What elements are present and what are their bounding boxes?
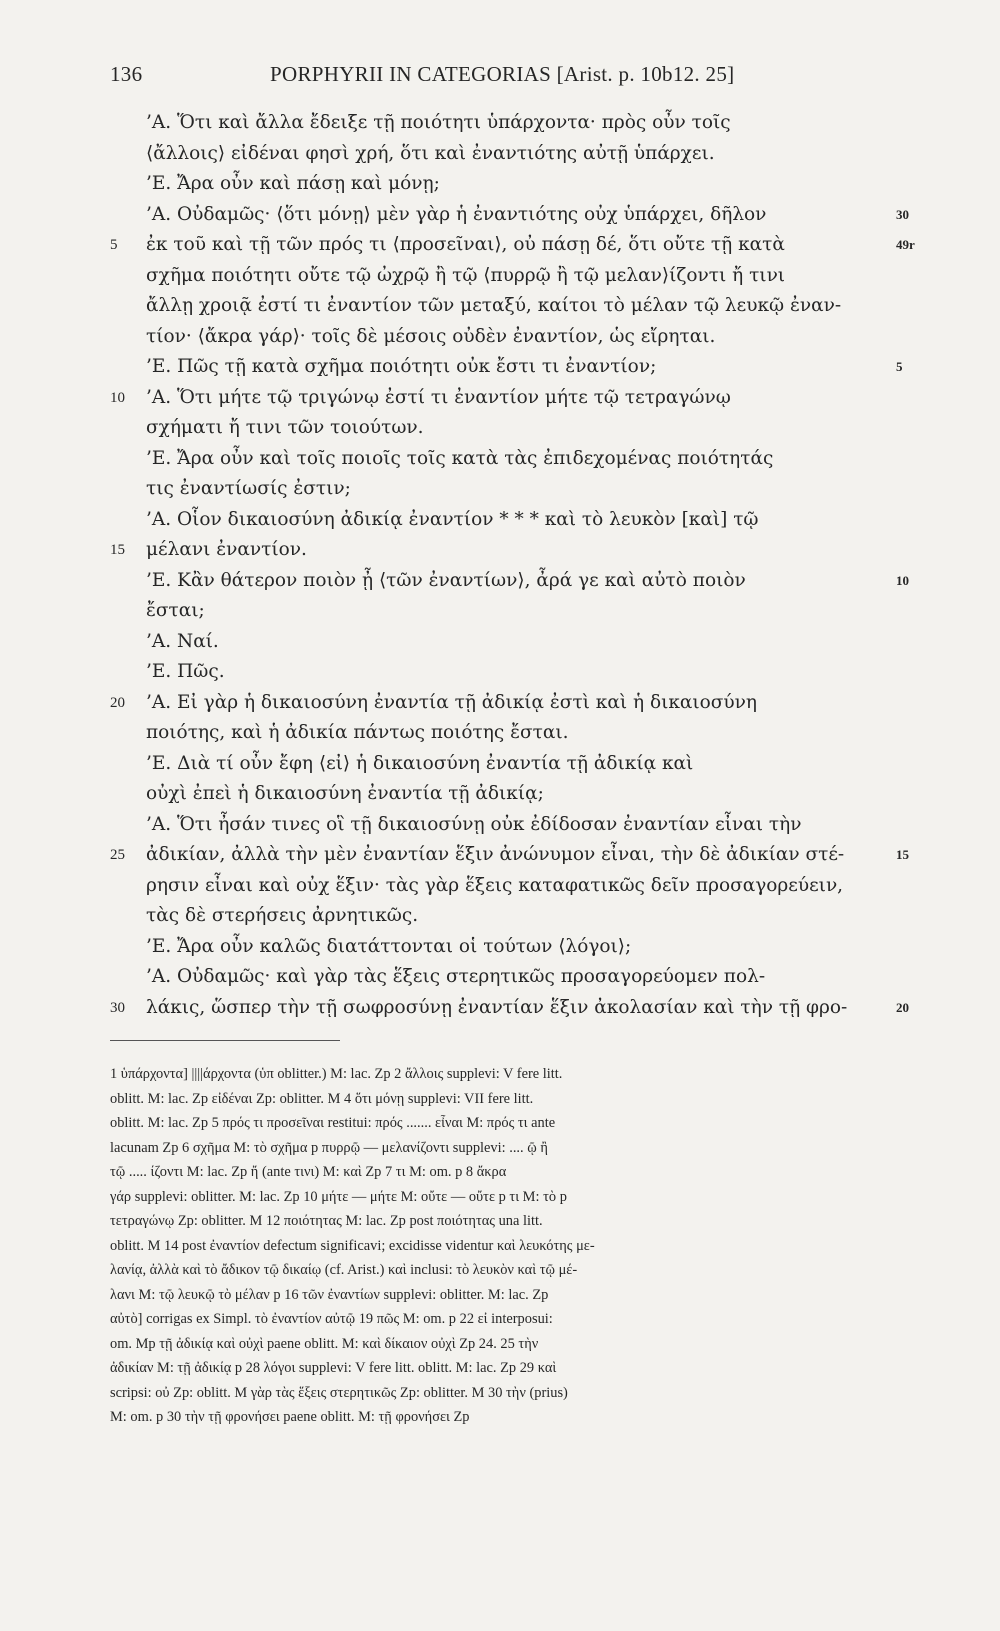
footnote-line: τῷ ..... ίζοντι M: lac. Zp ἤ (ante τινι) M: καὶ Zp 7 τι M: om. p 8 ἄκρα	[110, 1164, 507, 1180]
line-text: τις ἐναντίωσίς ἐστιν;	[146, 478, 351, 499]
margin-reference: 10	[896, 572, 909, 588]
line-text: ἀδικίαν, ἀλλὰ τὴν μὲν ἐναντίαν ἕξιν ἀνώνυμον εἶναι, τὴν δὲ ἀδικίαν στέ-	[146, 844, 845, 865]
footnote-rule	[110, 1040, 340, 1041]
line-text: λάκις, ὥσπερ τὴν τῇ σωφροσύνῃ ἐναντίαν ἕξιν ἀκολασίαν καὶ τὴν τῇ φρο-	[146, 996, 848, 1018]
line-number: 20	[110, 694, 125, 711]
line-number: 25	[110, 847, 125, 863]
running-title: PORPHYRII IN CATEGORIAS [Arist. p. 10b12. 25]	[270, 62, 735, 86]
margin-reference: 30	[896, 206, 909, 222]
line-text: ’Α. Ὅτι μήτε τῷ τριγώνῳ ἐστί τι ἐναντίον μήτε τῷ τετραγώνῳ	[146, 386, 731, 408]
line-text: ’Α. Ναί.	[146, 630, 219, 652]
line-text: οὐχὶ ἐπεὶ ἡ δικαιοσύνη ἐναντία τῇ ἀδικίᾳ;	[146, 783, 544, 804]
line-text: ’Α. Οὐδαμῶς· καὶ γὰρ τὰς ἕξεις στερητικῶς προσαγορεύομεν πολ-	[146, 966, 766, 987]
line-text: μέλανι ἐναντίον.	[146, 539, 307, 560]
line-text: ρησιν εἶναι καὶ οὐχ ἕξιν· τὰς γὰρ ἕξεις καταφατικῶς δεῖν προσαγορεύειν,	[146, 874, 844, 896]
line-text: ἔσται;	[146, 600, 205, 621]
line-text: ’Α. Εἰ γὰρ ἡ δικαιοσύνη ἐναντία τῇ ἀδικίᾳ ἐστὶ καὶ ἡ δικαιοσύνη	[146, 691, 758, 713]
margin-reference: 15	[896, 847, 909, 862]
line-number: 5	[110, 237, 118, 253]
line-text: ’Ε. Ἄρα οὖν καλῶς διατάττονται οἱ τούτων ⟨λόγοι⟩;	[146, 935, 632, 957]
footnote-line: om. Mp τῇ ἀδικίᾳ καὶ οὐχὶ paene oblitt. M: καὶ δίκαιον οὐχὶ Zp 24. 25 τὴν	[110, 1335, 539, 1352]
margin-reference: 49r	[896, 237, 915, 252]
footnote-line: 1 ὑπάρχοντα] ||||άρχοντα (ὑπ oblitter.) M: lac. Zp 2 ἄλλοις supplevi: V fere litt.	[110, 1066, 563, 1082]
line-number: 10	[110, 389, 125, 406]
line-text: ’Α. Ὅτι καὶ ἄλλα ἔδειξε τῇ ποιότητι ὑπάρχοντα· πρὸς οὖν τοῖς	[146, 112, 731, 133]
line-text: σχῆμα ποιότητι οὔτε τῷ ὠχρῷ ἢ τῷ ⟨πυρρῷ ἢ τῷ μελαν⟩ίζοντι ἤ τινι	[146, 264, 786, 286]
margin-reference: 20	[896, 999, 909, 1015]
line-text: ’Α. Ὅτι ἦσάν τινες οἳ τῇ δικαιοσύνῃ οὐκ ἐδίδοσαν ἐναντίαν εἶναι τὴν	[146, 813, 802, 835]
line-text: ’Α. Οἷον δικαιοσύνη ἀδικίᾳ ἐναντίον * * * καὶ τὸ λευκὸν [καὶ] τῷ	[146, 508, 759, 530]
line-text: ’Ε. Ἄρα οὖν καὶ πάσῃ καὶ μόνῃ;	[146, 173, 440, 194]
footnote-line: lacunam Zp 6 σχῆμα M: τὸ σχῆμα p πυρρῷ — μελανίζοντι supplevi: .... ῷ ἢ	[110, 1139, 548, 1156]
line-number: 30	[110, 999, 125, 1016]
line-text: ’Ε. Ἄρα οὖν καὶ τοῖς ποιοῖς τοῖς κατὰ τὰς ἐπιδεχομένας ποιότητάς	[146, 447, 774, 469]
line-text: ’Ε. Πῶς τῇ κατὰ σχῆμα ποιότητι οὐκ ἔστι τι ἐναντίον;	[146, 356, 657, 377]
footnote-line: τετραγώνῳ Zp: oblitter. M 12 ποιότητας M: lac. Zp post ποιότητας una litt.	[110, 1213, 543, 1229]
footnote-line: M: om. p 30 τὴν τῇ φρονήσει paene oblitt. M: τῇ φρονήσει Zp	[110, 1409, 470, 1425]
footnote-line: scripsi: οὐ Zp: oblitt. M γὰρ τὰς ἕξεις στερητικῶς Zp: oblitter. M 30 τὴν (prius)	[110, 1384, 568, 1401]
line-text: ’Ε. Διὰ τί οὖν ἔφη ⟨εἰ⟩ ἡ δικαιοσύνη ἐναντία τῇ ἀδικίᾳ καὶ	[146, 752, 694, 774]
line-text: ’Α. Οὐδαμῶς· ⟨ὅτι μόνῃ⟩ μὲν γὰρ ἡ ἐναντιότης οὐχ ὑπάρχει, δῆλον	[146, 203, 767, 225]
footnote-line: γάρ supplevi: oblitter. M: lac. Zp 10 μήτε — μήτε M: οὔτε — οὔτε p τι M: τὸ p	[110, 1188, 567, 1205]
margin-reference: 5	[896, 359, 903, 374]
line-text: ποιότης, καὶ ἡ ἀδικία πάντως ποιότης ἔσται.	[146, 722, 569, 743]
line-text: ἐκ τοῦ καὶ τῇ τῶν πρός τι ⟨προσεῖναι⟩, οὐ πάσῃ δέ, ὅτι οὔτε τῇ κατὰ	[146, 234, 785, 255]
footnote-line: λανίᾳ, ἀλλὰ καὶ τὸ ἄδικον τῷ δικαίῳ (cf. Arist.) καὶ inclusi: τὸ λευκὸν καὶ τῷ μέ-	[110, 1262, 578, 1278]
footnote-line: oblitt. M 14 post ἐναντίον defectum significavi; excidisse videntur καὶ λευκότης με-	[110, 1237, 595, 1254]
line-text: ’Ε. Κἂν θάτερον ποιὸν ᾖ ⟨τῶν ἐναντίων⟩, ἆρά γε καὶ αὐτὸ ποιὸν	[146, 569, 746, 591]
footnote-line: oblitt. M: lac. Zp εἰδέναι Zp: oblitter. M 4 ὅτι μόνῃ supplevi: VII fere litt.	[110, 1090, 534, 1107]
line-text: σχήματι ἤ τινι τῶν τοιούτων.	[146, 417, 424, 438]
footnote-line: ἀδικίαν M: τῇ ἀδικίᾳ p 28 λόγοι supplevi: V fere litt. oblitt. M: lac. Zp 29 καὶ	[110, 1360, 557, 1376]
footnote-line: oblitt. M: lac. Zp 5 πρός τι προσεῖναι restitui: πρός ....... εἶναι M: πρός τι ante	[110, 1115, 556, 1131]
line-number: 15	[110, 542, 125, 558]
footnote-line: αὐτὸ] corrigas ex Simpl. τὸ ἐναντίον αὐτῷ 19 πῶς M: om. p 22 εἰ interposui:	[110, 1311, 553, 1327]
line-text: ἄλλῃ χροιᾷ ἐστί τι ἐναντίον τῶν μεταξύ, καίτοι τὸ μέλαν τῷ λευκῷ ἐναν-	[146, 295, 842, 316]
line-text: ’Ε. Πῶς.	[146, 661, 225, 682]
line-text: ⟨ἄλλοις⟩ εἰδέναι φησὶ χρή, ὅτι καὶ ἐναντιότης αὐτῇ ὑπάρχει.	[146, 142, 715, 164]
line-text: τίον· ⟨ἄκρα γάρ⟩· τοῖς δὲ μέσοις οὐδὲν ἐναντίον, ὡς εἴρηται.	[146, 325, 716, 347]
line-text: τὰς δὲ στερήσεις ἀρνητικῶς.	[146, 905, 419, 926]
footnote-line: λανι M: τῷ λευκῷ τὸ μέλαν p 16 τῶν ἐναντίων supplevi: oblitter. M: lac. Zp	[110, 1286, 549, 1303]
page-number: 136	[110, 62, 143, 86]
